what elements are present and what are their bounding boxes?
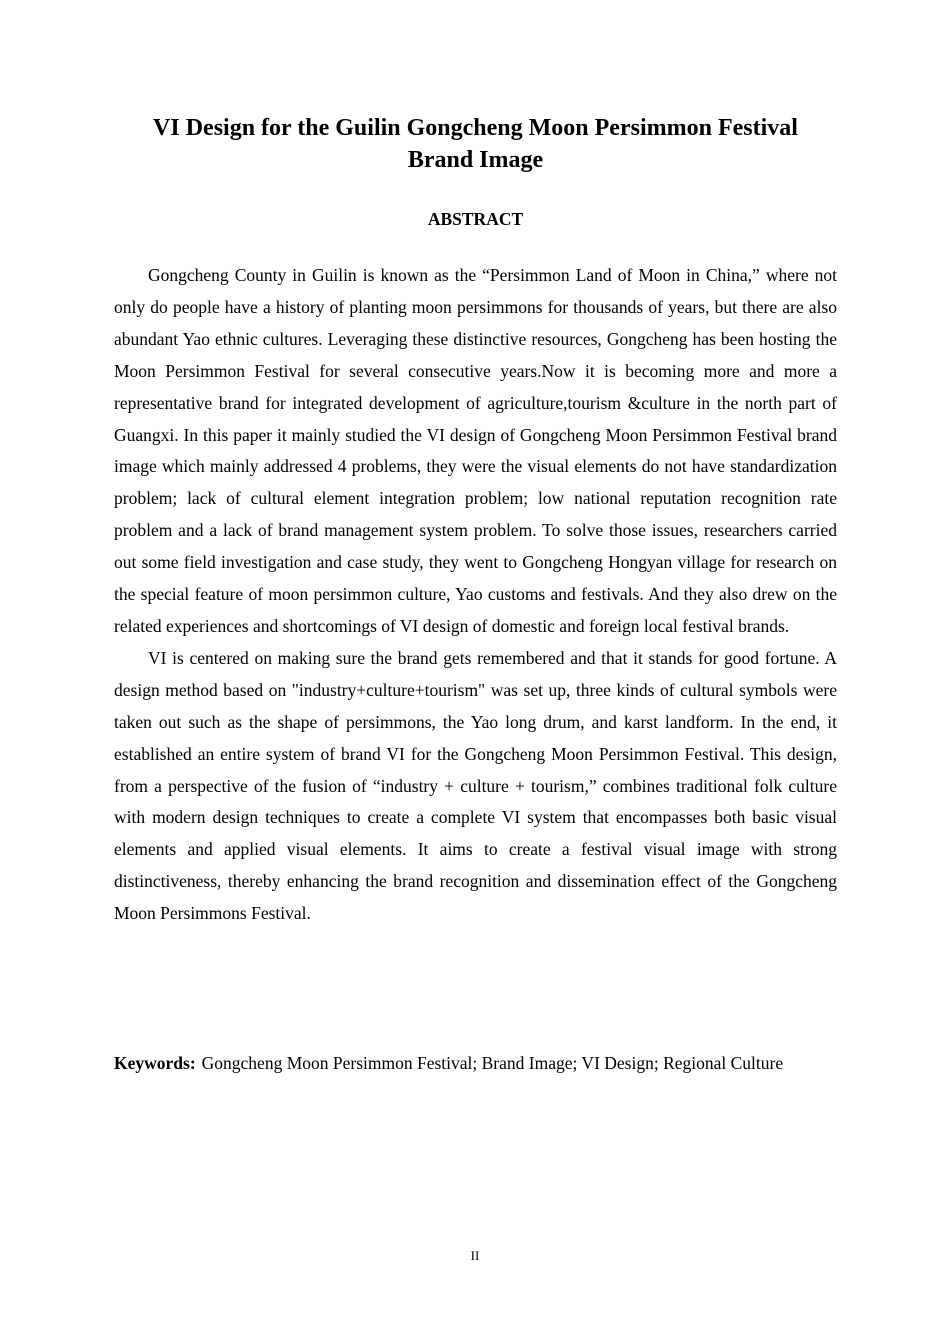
keywords-line	[114, 1048, 837, 1079]
keywords-text: Gongcheng Moon Persimmon Festival; Brand Image; VI Design; Regional Culture	[201, 1053, 784, 1073]
keywords-separator: :	[189, 1053, 196, 1073]
paper-title	[114, 112, 837, 176]
keywords-label: Keywords	[114, 1053, 190, 1073]
abstract-heading: ABSTRACT	[427, 209, 524, 229]
abstract-body	[114, 260, 837, 930]
paper-title-line-2: Brand Image	[407, 147, 544, 173]
page-number: II	[470, 1248, 480, 1263]
abstract-paragraph-1: Gongcheng County in Guilin is known as the “Persimmon Land of Moon in China,” where not only do people have a history of planting moon persimmons for thousands of years, but there are also abundant Yao ethnic cultures. Leveraging these distinctive resources, Gongcheng has been hosting the Moon Persimmon Festival for several consecutive years.Now it is becoming more and more a representative brand for integrated development of agriculture,tourism &culture in the north part of Guangxi. In this paper it mainly studied the VI design of Gongcheng Moon Persimmon Festival brand image which mainly addressed 4 problems, they were the visual elements do not have standardization problem; lack of cultural element integration problem; low national reputation recognition rate problem and a lack of brand management system problem. To solve those issues, researchers carried out some field investigation and case study, they went to Gongcheng Hongyan village for research on the special feature of moon persimmon culture, Yao customs and festivals. And they also drew on the related experiences and shortcomings of VI design of domestic and foreign local festival brands.	[114, 265, 837, 636]
abstract-paragraph-2: VI is centered on making sure the brand gets remembered and that it stands for good fortune. A design method based on "industry+culture+tourism" was set up, three kinds of cultural symbols were taken out such as the shape of persimmons, the Yao long drum, and karst landform. In the end, it established an entire system of brand VI for the Gongcheng Moon Persimmon Festival. This design, from a perspective of the fusion of “industry + culture + tourism,” combines traditional folk culture with modern design techniques to create a complete VI system that encompasses both basic visual elements and applied visual elements. It aims to create a festival visual image with strong distinctiveness, thereby enhancing the brand recognition and dissemination effect of the Gongcheng Moon Persimmons Festival.	[114, 647, 837, 924]
paper-title-line-1: VI Design for the Guilin Gongcheng Moon Persimmon Festival	[153, 115, 798, 141]
